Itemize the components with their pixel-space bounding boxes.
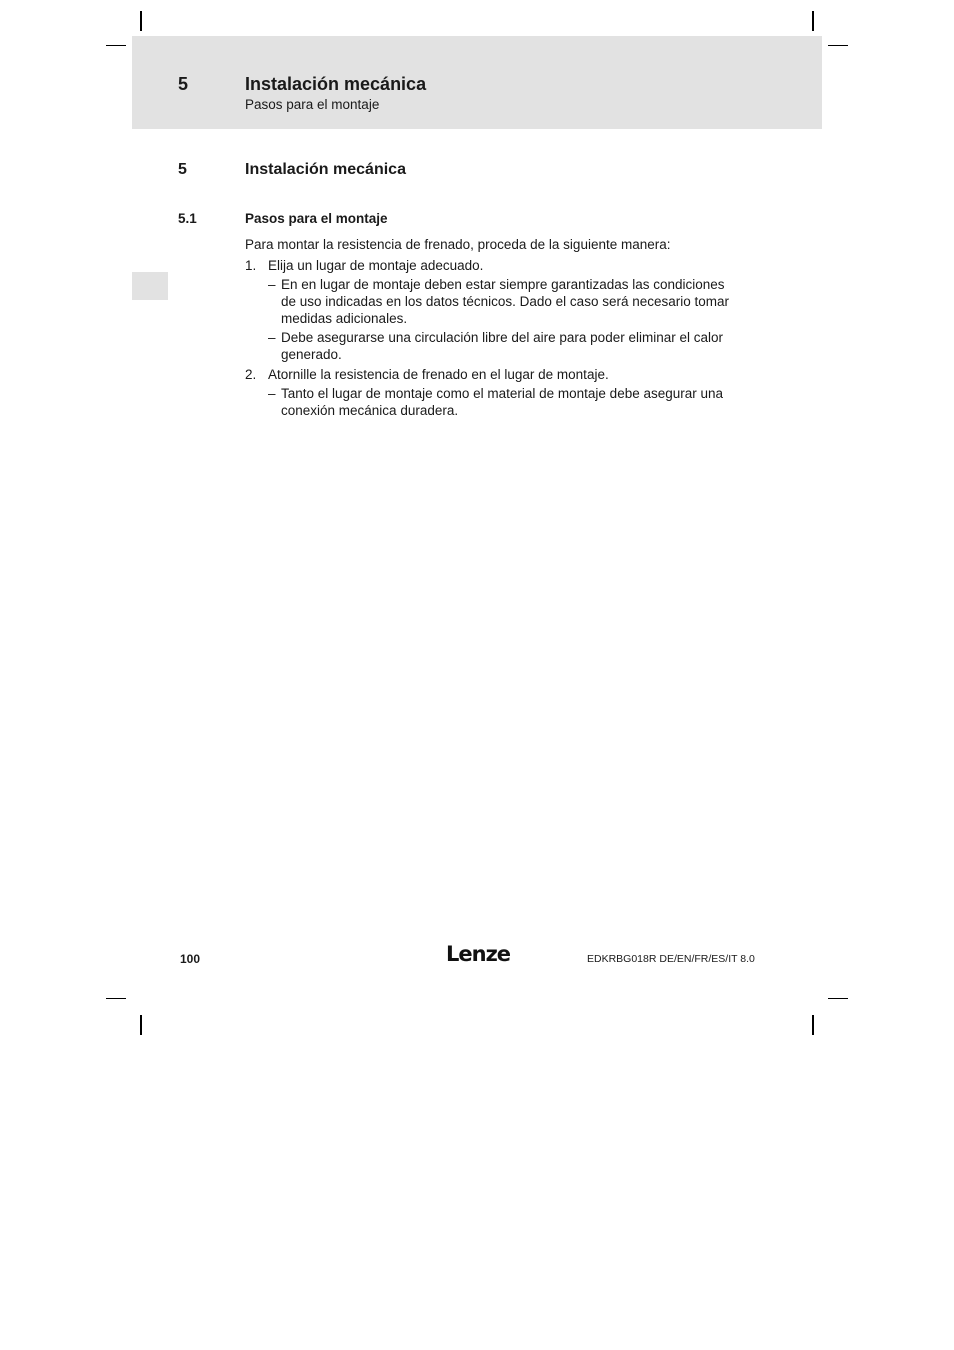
header-chapter-title: Instalación mecánica bbox=[245, 74, 427, 94]
lenze-logo: Lenze bbox=[446, 942, 511, 966]
header-subtitle: Pasos para el montaje bbox=[245, 97, 380, 112]
section-number: 5 bbox=[178, 161, 187, 178]
crop-mark bbox=[828, 998, 848, 999]
header-band bbox=[132, 36, 822, 129]
step-text: Atornille la resistencia de frenado en el lugar de montaje. bbox=[268, 367, 609, 382]
note-text: Tanto el lugar de montaje como el material de montaje debe asegurar una conexión mecánica duradera. bbox=[281, 386, 724, 418]
intro-paragraph: Para montar la resistencia de frenado, proceda de la siguiente manera: bbox=[245, 237, 671, 252]
subsection-title: Pasos para el montaje bbox=[245, 211, 388, 226]
header-chapter-number: 5 bbox=[178, 74, 189, 94]
dash-bullet: – bbox=[268, 277, 276, 292]
crop-mark bbox=[106, 998, 126, 999]
note-text: En en lugar de montaje deben estar siempre garantizadas las condiciones de uso indicadas en los datos técnicos. Dado el caso será necesario tomar medidas adicionales. bbox=[281, 277, 730, 326]
subsection-number: 5.1 bbox=[178, 211, 197, 226]
crop-mark bbox=[140, 1015, 142, 1035]
list-item bbox=[245, 366, 735, 419]
crop-mark bbox=[812, 11, 814, 31]
step-number: 1. bbox=[245, 258, 257, 273]
list-item-note bbox=[268, 276, 735, 327]
crop-mark bbox=[140, 11, 142, 31]
side-tab-marker bbox=[132, 272, 168, 300]
dash-bullet: – bbox=[268, 330, 276, 345]
step-text: Elija un lugar de montaje adecuado. bbox=[268, 258, 484, 273]
dash-bullet: – bbox=[268, 386, 276, 401]
crop-mark bbox=[812, 1015, 814, 1035]
step-number: 2. bbox=[245, 367, 257, 382]
document-code: EDKRBG018R DE/EN/FR/ES/IT 8.0 bbox=[587, 953, 755, 965]
crop-mark bbox=[106, 45, 126, 46]
crop-mark bbox=[828, 45, 848, 46]
section-title: Instalación mecánica bbox=[245, 161, 406, 178]
list-item-note bbox=[268, 385, 735, 419]
note-text: Debe asegurarse una circulación libre del aire para poder eliminar el calor generado. bbox=[281, 330, 723, 362]
body-content bbox=[245, 236, 735, 419]
list-item-note bbox=[268, 329, 735, 363]
list-item bbox=[245, 257, 735, 363]
page-number: 100 bbox=[180, 952, 201, 966]
